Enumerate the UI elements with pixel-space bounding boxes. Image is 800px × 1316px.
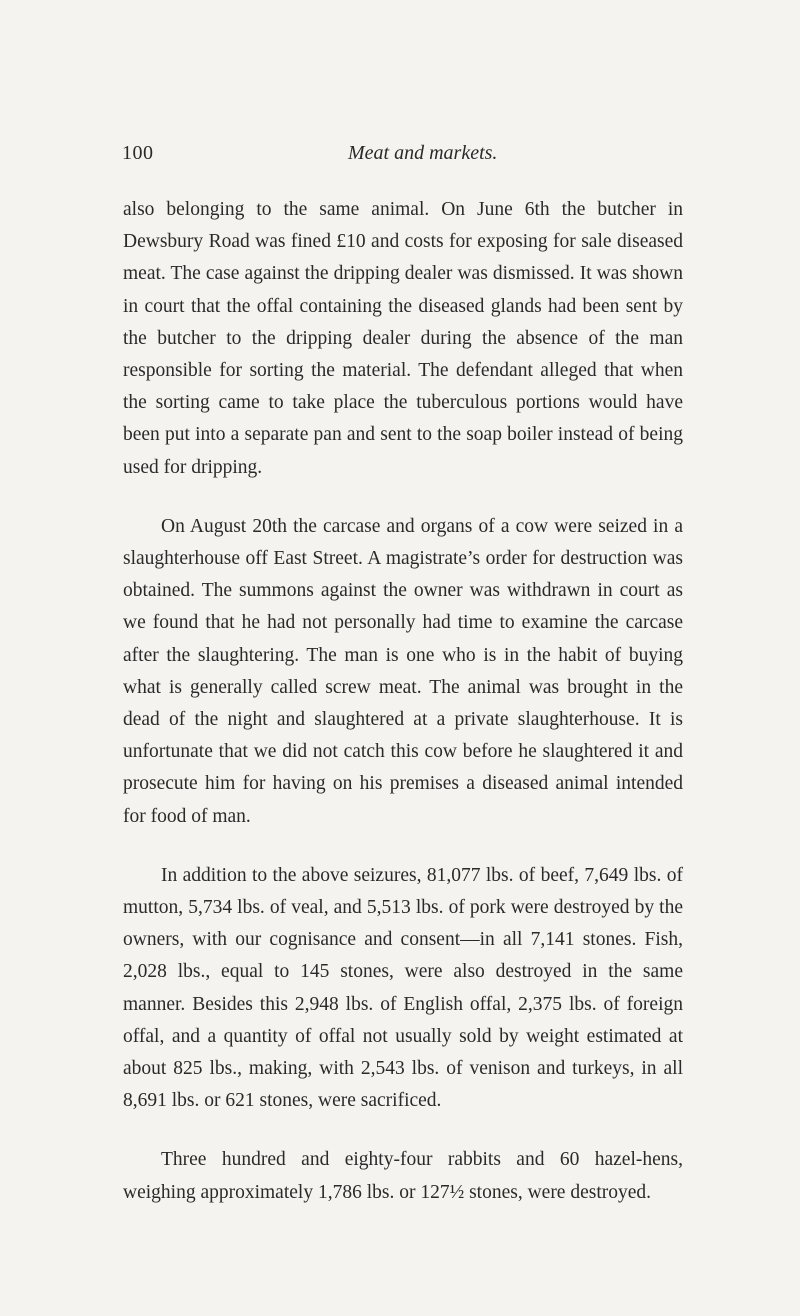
- body-text: [123, 194, 683, 1209]
- paragraph-2: On August 20th the carcase and organs of a cow were seized in a slaughterhouse off East Street. A magistrate’s order for destruction was obtained. The summons against the owner was withdrawn in court as we found that he had not personally had time to examine the carcase after the slaughtering. The man is one who is in the habit of buying what is generally called screw meat. The animal was brought in the dead of the night and slaughtered at a private slaughterhouse. It is unfortunate that we did not catch this cow before he slaughtered it and prosecute him for having on his premises a diseased animal intended for food of man.: [123, 515, 683, 827]
- page-number: 100: [122, 142, 154, 164]
- running-head: [122, 142, 682, 170]
- paragraph-4: Three hundred and eighty-four rabbits and 60 hazel-hens, weighing approximately 1,786 lbs. or 127½ stones, were destroyed.: [123, 1149, 683, 1203]
- paragraph-1: also belonging to the same animal. On June 6th the butcher in Dewsbury Road was fined £10 and costs for exposing for sale diseased meat. The case against the dripping dealer was dismissed. It was shown in court that the offal containing the diseased glands had been sent by the butcher to the dripping dealer during the absence of the man responsible for sorting the material. The defendant alleged that when the sorting came to take place the tuberculous portions would have been put into a separate pan and sent to the soap boiler instead of being used for dripping.: [123, 199, 683, 478]
- paragraph-3: In addition to the above seizures, 81,077 lbs. of beef, 7,649 lbs. of mutton, 5,734 lbs. of veal, and 5,513 lbs. of pork were destroyed by the owners, with our cognisance and consent—in all 7,141 stones. Fish, 2,028 lbs., equal to 145 stones, were also destroyed in the same manner. Besides this 2,948 lbs. of English offal, 2,375 lbs. of foreign offal, and a quantity of offal not usually sold by weight estimated at about 825 lbs., making, with 2,543 lbs. of venison and turkeys, in all 8,691 lbs. or 621 stones, were sacrificed.: [123, 864, 683, 1112]
- running-title: Meat and markets.: [348, 142, 498, 164]
